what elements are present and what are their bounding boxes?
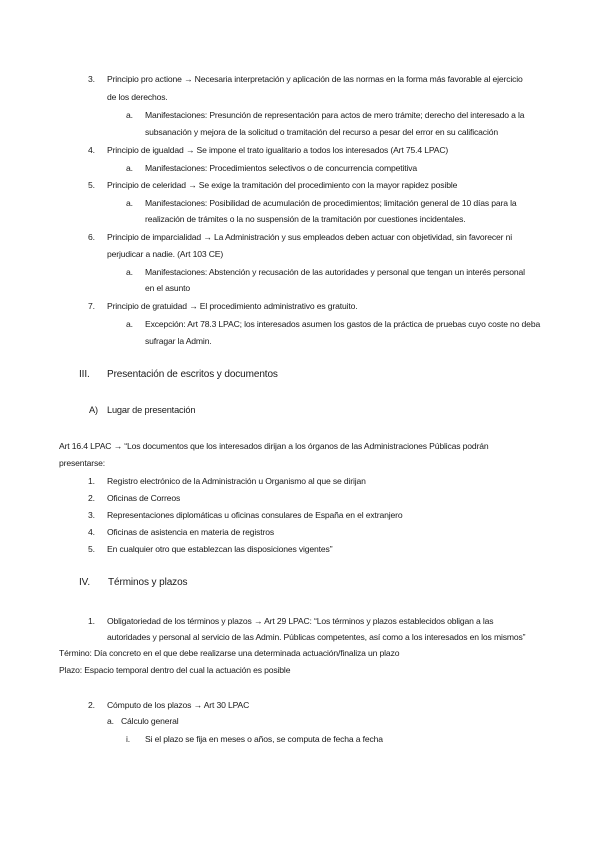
manifestation-line: subsanación y mejora de la solicitud o tramitación del recurso a pesar del error en su calificación (145, 127, 498, 137)
list-item: En cualquier otro que establezcan las disposiciones vigentes” (107, 544, 333, 554)
quote-line: presentarse: (59, 458, 105, 468)
list-item: Oficinas de asistencia en materia de registros (107, 527, 274, 537)
manifestation-line: Manifestaciones: Abstención y recusación de las autoridades y personal que tengan un interés personal (145, 267, 525, 277)
quote-line: Art 16.4 LPAC → “Los documentos que los interesados dirijan a los órganos de las Administraciones Públicas podrán (59, 441, 489, 451)
list-marker: 2. (88, 700, 95, 710)
list-marker: 7. (88, 301, 95, 311)
exception-line: Excepción: Art 78.3 LPAC; los interesados asumen los gastos de la práctica de pruebas cuyo coste no deba (145, 319, 541, 329)
manifestation-line: realización de trámites o la no suspensión de la tramitación por cuestiones incidentales. (145, 214, 466, 224)
list-marker: 4. (88, 527, 95, 537)
list-marker: 4. (88, 145, 95, 155)
principle-celeridad-line: Principio de celeridad → Se exige la tramitación del procedimiento con la mayor rapidez posible (107, 180, 458, 190)
list-marker: 2. (88, 493, 95, 503)
list-marker: 5. (88, 544, 95, 554)
section-numeral: IV. (79, 577, 91, 588)
subsection-title: Lugar de presentación (107, 405, 196, 415)
manifestation-line: Manifestaciones: Presunción de representación para actos de mero trámite; derecho del interesado a la (145, 110, 525, 120)
calculo-general: Cálculo general (121, 716, 179, 726)
subsection-marker: A) (89, 405, 98, 415)
section-title: Términos y plazos (108, 577, 188, 588)
manifestation-line: Manifestaciones: Procedimientos selectivos o de concurrencia competitiva (145, 163, 417, 173)
list-marker: i. (126, 734, 130, 744)
obligatoriedad-line-2: autoridades y personal al servicio de las Admin. Públicas competentes, así como a los interesados en los mismos” (107, 632, 526, 642)
computo-heading: Cómputo de los plazos → Art 30 LPAC (107, 700, 250, 710)
computo-rule-line: Si el plazo se fija en meses o años, se computa de fecha a fecha (145, 734, 383, 744)
list-marker: 3. (88, 510, 95, 520)
section-title: Presentación de escritos y documentos (107, 369, 278, 380)
definition-plazo: Plazo: Espacio temporal dentro del cual la actuación es posible (59, 665, 291, 675)
list-item: Oficinas de Correos (107, 493, 181, 503)
exception-line: sufragar la Admin. (145, 336, 212, 346)
list-marker: 5. (88, 180, 95, 190)
manifestation-line: Manifestaciones: Posibilidad de acumulación de procedimientos; limitación general de 10 días para la (145, 198, 517, 208)
list-marker: 1. (88, 476, 95, 486)
list-item: Registro electrónico de la Administración u Organismo al que se dirijan (107, 476, 366, 486)
list-marker: 3. (88, 74, 95, 84)
manifestation-line: en el asunto (145, 283, 191, 293)
definition-termino: Término: Día concreto en el que debe realizarse una determinada actuación/finaliza un plazo (59, 648, 400, 658)
principle-imparcialidad-line-2: perjudicar a nadie. (Art 103 CE) (107, 249, 224, 259)
principle-imparcialidad-line-1: Principio de imparcialidad → La Administración y sus empleados deben actuar con objetividad, sin favorecer ni (107, 232, 512, 242)
obligatoriedad-line-1: Obligatoriedad de los términos y plazos → Art 29 LPAC: “Los términos y plazos establecidos obligan a las (107, 616, 494, 626)
section-numeral: III. (79, 369, 90, 380)
principle-gratuidad-line: Principio de gratuidad → El procedimiento administrativo es gratuito. (107, 301, 358, 311)
principle-pro-actione-line-1: Principio pro actione → Necesaria interpretación y aplicación de las normas en la forma más favorable al ejercicio (107, 74, 523, 84)
list-marker: a. (126, 267, 133, 277)
list-marker: a. (126, 110, 133, 120)
list-marker: a. (107, 716, 114, 726)
list-marker: a. (126, 198, 133, 208)
list-marker: a. (126, 319, 133, 329)
principle-pro-actione-line-2: de los derechos. (107, 92, 168, 102)
list-item: Representaciones diplomáticas u oficinas consulares de España en el extranjero (107, 510, 403, 520)
list-marker: 1. (88, 616, 95, 626)
principle-igualdad-line: Principio de igualdad → Se impone el trato igualitario a todos los interesados (Art 75.4 LPAC) (107, 145, 449, 155)
list-marker: 6. (88, 232, 95, 242)
list-marker: a. (126, 163, 133, 173)
